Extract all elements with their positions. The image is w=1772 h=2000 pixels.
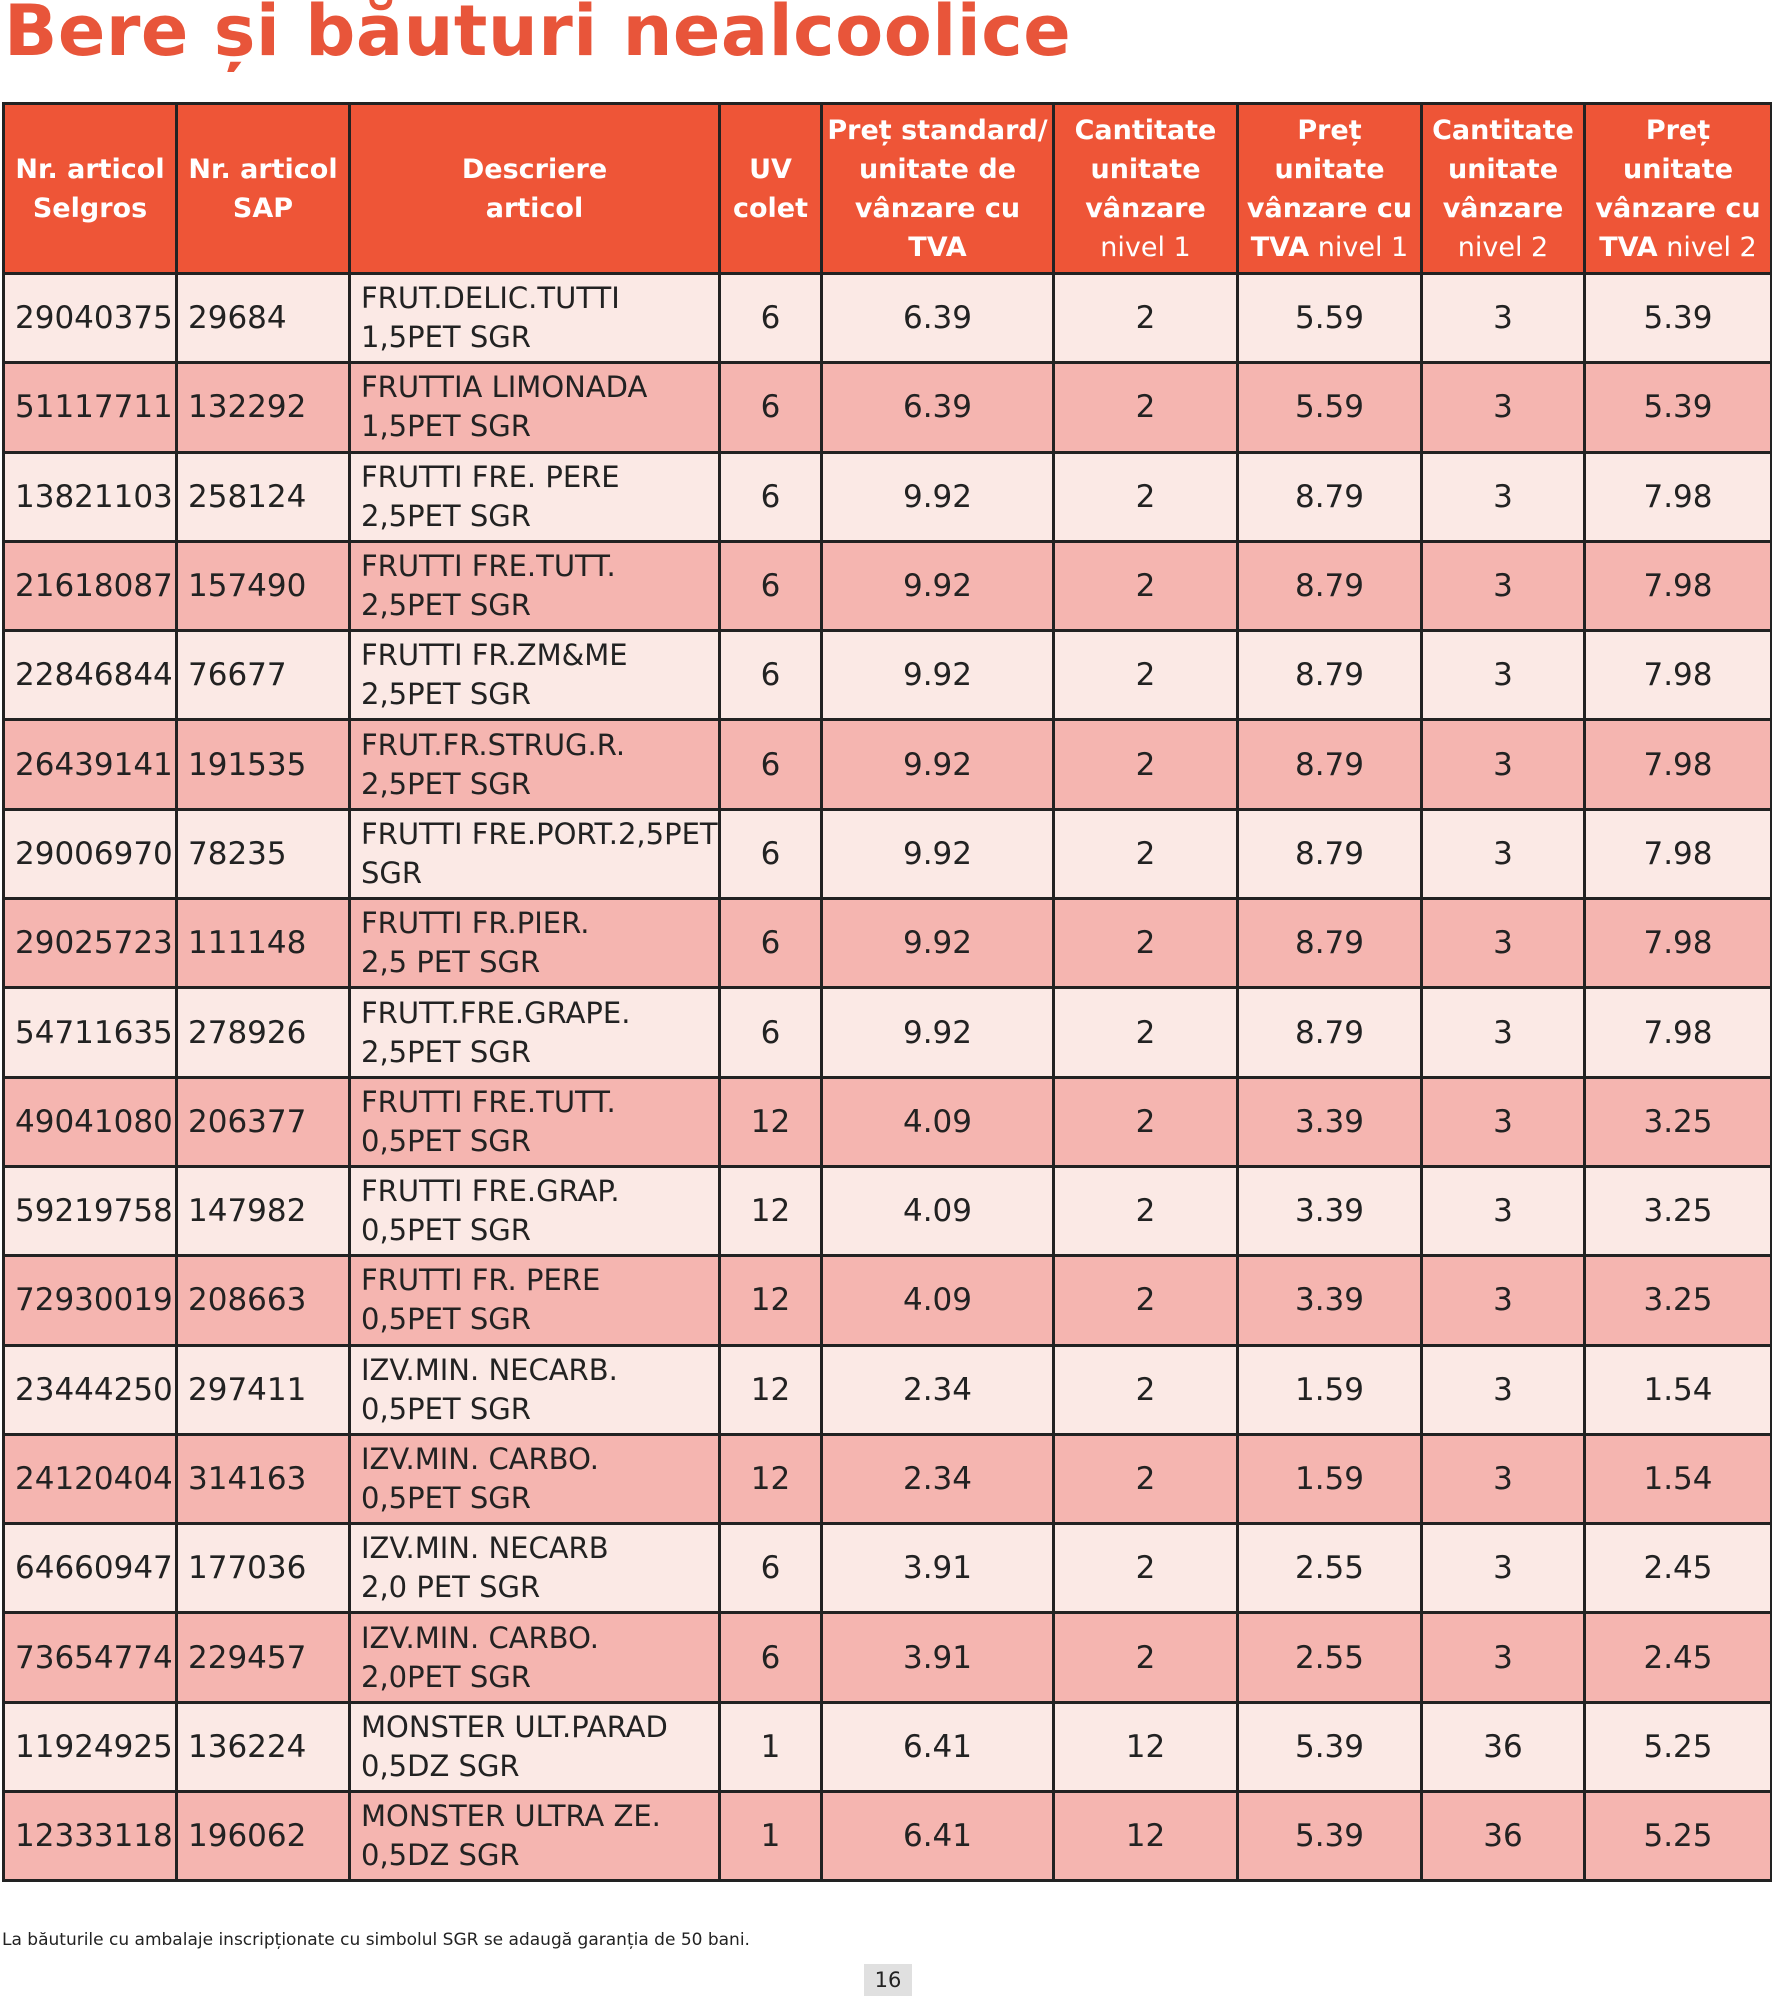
cell-nr-sap: 111148 <box>177 899 350 988</box>
cell-uv-colet: 6 <box>720 452 822 541</box>
header-label: vânzare <box>1442 192 1564 224</box>
cell-cantitate-nivel-1: 2 <box>1054 1345 1238 1434</box>
cell-nr-selgros: 29040375 <box>4 274 177 363</box>
header-label: unitate de <box>858 153 1017 185</box>
cell-pret-nivel-1: 2.55 <box>1238 1524 1422 1613</box>
cell-pret-standard: 4.09 <box>822 1166 1054 1255</box>
cell-pret-standard: 6.41 <box>822 1792 1054 1881</box>
cell-cantitate-nivel-1: 12 <box>1054 1792 1238 1881</box>
table-row <box>4 1702 1772 1791</box>
cell-uv-colet: 6 <box>720 541 822 630</box>
cell-cantitate-nivel-2: 36 <box>1422 1792 1585 1881</box>
cell-cantitate-nivel-2: 3 <box>1422 899 1585 988</box>
cell-pret-standard: 3.91 <box>822 1613 1054 1702</box>
hdr-descriere-articol <box>350 104 720 274</box>
cell-uv-colet: 6 <box>720 988 822 1077</box>
cell-uv-colet: 12 <box>720 1256 822 1345</box>
cell-uv-colet: 6 <box>720 1613 822 1702</box>
header-level-label: nivel 1 <box>1100 231 1191 263</box>
cell-cantitate-nivel-1: 2 <box>1054 452 1238 541</box>
cell-descriere: IZV.MIN. CARBO. 0,5PET SGR <box>350 1434 720 1523</box>
cell-nr-sap: 297411 <box>177 1345 350 1434</box>
cell-pret-nivel-1: 8.79 <box>1238 452 1422 541</box>
cell-cantitate-nivel-2: 3 <box>1422 988 1585 1077</box>
table-row <box>4 899 1772 988</box>
cell-pret-nivel-2: 7.98 <box>1585 899 1772 988</box>
cell-pret-nivel-2: 3.25 <box>1585 1077 1772 1166</box>
table-row <box>4 809 1772 898</box>
cell-uv-colet: 6 <box>720 363 822 452</box>
header-label: Nr. articol <box>188 153 338 185</box>
cell-nr-selgros: 49041080 <box>4 1077 177 1166</box>
cell-nr-sap: 157490 <box>177 541 350 630</box>
cell-descriere: IZV.MIN. CARBO. 2,0PET SGR <box>350 1613 720 1702</box>
cell-uv-colet: 1 <box>720 1792 822 1881</box>
cell-pret-standard: 9.92 <box>822 899 1054 988</box>
cell-cantitate-nivel-1: 2 <box>1054 1524 1238 1613</box>
cell-pret-nivel-2: 3.25 <box>1585 1166 1772 1255</box>
table-row <box>4 631 1772 720</box>
cell-pret-standard: 9.92 <box>822 541 1054 630</box>
cell-descriere: FRUT.FR.STRUG.R. 2,5PET SGR <box>350 720 720 809</box>
cell-descriere: FRUTTI FRE. PERE 2,5PET SGR <box>350 452 720 541</box>
header-label: Preț <box>1297 114 1362 146</box>
header-level-label: nivel 2 <box>1657 231 1757 263</box>
cell-pret-nivel-2: 7.98 <box>1585 988 1772 1077</box>
cell-descriere: FRUTTI FR. PERE 0,5PET SGR <box>350 1256 720 1345</box>
cell-nr-sap: 229457 <box>177 1613 350 1702</box>
hdr-pret-nivel-2 <box>1585 104 1772 274</box>
cell-nr-selgros: 64660947 <box>4 1524 177 1613</box>
cell-nr-selgros: 29006970 <box>4 809 177 898</box>
cell-descriere: MONSTER ULT.PARAD 0,5DZ SGR <box>350 1702 720 1791</box>
cell-pret-nivel-1: 8.79 <box>1238 988 1422 1077</box>
cell-cantitate-nivel-1: 2 <box>1054 988 1238 1077</box>
cell-pret-standard: 2.34 <box>822 1345 1054 1434</box>
header-label: TVA <box>908 231 967 263</box>
cell-uv-colet: 6 <box>720 631 822 720</box>
header-label: articol <box>485 192 584 224</box>
hdr-cantitate-nivel-2 <box>1422 104 1585 274</box>
cell-nr-selgros: 29025723 <box>4 899 177 988</box>
cell-pret-standard: 9.92 <box>822 631 1054 720</box>
cell-pret-standard: 4.09 <box>822 1256 1054 1345</box>
cell-cantitate-nivel-2: 36 <box>1422 1702 1585 1791</box>
table-body <box>4 274 1772 1881</box>
cell-pret-nivel-1: 5.59 <box>1238 363 1422 452</box>
cell-nr-selgros: 21618087 <box>4 541 177 630</box>
cell-pret-standard: 6.41 <box>822 1702 1054 1791</box>
hdr-pret-nivel-1 <box>1238 104 1422 274</box>
cell-nr-selgros: 13821103 <box>4 452 177 541</box>
cell-nr-selgros: 54711635 <box>4 988 177 1077</box>
cell-pret-nivel-1: 8.79 <box>1238 720 1422 809</box>
cell-descriere: FRUTTI FRE.PORT.2,5PET SGR <box>350 809 720 898</box>
cell-nr-selgros: 59219758 <box>4 1166 177 1255</box>
cell-pret-nivel-1: 5.39 <box>1238 1792 1422 1881</box>
cell-nr-sap: 177036 <box>177 1524 350 1613</box>
cell-nr-selgros: 12333118 <box>4 1792 177 1881</box>
cell-pret-nivel-1: 3.39 <box>1238 1256 1422 1345</box>
cell-pret-nivel-2: 7.98 <box>1585 809 1772 898</box>
cell-descriere: FRUT.DELIC.TUTTI 1,5PET SGR <box>350 274 720 363</box>
header-label: UV <box>749 153 792 185</box>
cell-cantitate-nivel-1: 2 <box>1054 363 1238 452</box>
table-row <box>4 1792 1772 1881</box>
cell-uv-colet: 6 <box>720 720 822 809</box>
cell-cantitate-nivel-1: 2 <box>1054 899 1238 988</box>
cell-nr-sap: 132292 <box>177 363 350 452</box>
cell-uv-colet: 6 <box>720 809 822 898</box>
table-row <box>4 541 1772 630</box>
header-label: Nr. articol <box>15 153 165 185</box>
header-label: Descriere <box>461 153 608 185</box>
table-row <box>4 1077 1772 1166</box>
cell-nr-sap: 76677 <box>177 631 350 720</box>
cell-pret-nivel-1: 5.39 <box>1238 1702 1422 1791</box>
cell-nr-sap: 258124 <box>177 452 350 541</box>
cell-cantitate-nivel-1: 2 <box>1054 1256 1238 1345</box>
cell-pret-nivel-1: 8.79 <box>1238 809 1422 898</box>
header-level-label: nivel 2 <box>1457 231 1549 263</box>
cell-pret-nivel-2: 3.25 <box>1585 1256 1772 1345</box>
cell-cantitate-nivel-2: 3 <box>1422 631 1585 720</box>
cell-cantitate-nivel-2: 3 <box>1422 363 1585 452</box>
cell-pret-standard: 9.92 <box>822 720 1054 809</box>
hdr-nr-articol-selgros <box>4 104 177 274</box>
cell-cantitate-nivel-2: 3 <box>1422 1256 1585 1345</box>
cell-pret-nivel-2: 5.25 <box>1585 1792 1772 1881</box>
cell-nr-selgros: 26439141 <box>4 720 177 809</box>
hdr-nr-articol-sap <box>177 104 350 274</box>
cell-uv-colet: 12 <box>720 1077 822 1166</box>
cell-pret-standard: 9.92 <box>822 452 1054 541</box>
header-label: vânzare cu <box>854 192 1021 224</box>
header-label: Cantitate <box>1432 114 1574 146</box>
cell-pret-standard: 6.39 <box>822 363 1054 452</box>
header-label: unitate <box>1090 153 1201 185</box>
cell-pret-nivel-1: 8.79 <box>1238 631 1422 720</box>
cell-cantitate-nivel-1: 2 <box>1054 809 1238 898</box>
hdr-pret-standard <box>822 104 1054 274</box>
cell-descriere: IZV.MIN. NECARB 2,0 PET SGR <box>350 1524 720 1613</box>
cell-pret-standard: 9.92 <box>822 988 1054 1077</box>
hdr-cantitate-nivel-1 <box>1054 104 1238 274</box>
cell-pret-nivel-1: 8.79 <box>1238 541 1422 630</box>
cell-pret-nivel-2: 7.98 <box>1585 452 1772 541</box>
cell-pret-nivel-1: 1.59 <box>1238 1345 1422 1434</box>
cell-nr-sap: 196062 <box>177 1792 350 1881</box>
table-row <box>4 1256 1772 1345</box>
table-row <box>4 720 1772 809</box>
cell-pret-standard: 3.91 <box>822 1524 1054 1613</box>
header-label: unitate <box>1622 153 1734 185</box>
cell-nr-sap: 191535 <box>177 720 350 809</box>
cell-pret-nivel-1: 3.39 <box>1238 1166 1422 1255</box>
header-label: vânzare cu <box>1595 192 1761 224</box>
cell-pret-nivel-1: 3.39 <box>1238 1077 1422 1166</box>
header-label: vânzare <box>1085 192 1206 224</box>
cell-descriere: MONSTER ULTRA ZE. 0,5DZ SGR <box>350 1792 720 1881</box>
header-label: TVA <box>1599 231 1658 263</box>
cell-pret-standard: 4.09 <box>822 1077 1054 1166</box>
cell-descriere: FRUTTIA LIMONADA 1,5PET SGR <box>350 363 720 452</box>
table-row <box>4 1345 1772 1434</box>
price-table <box>2 102 1772 1882</box>
header-label: Preț <box>1645 114 1711 146</box>
page-number: 16 <box>864 1964 912 1996</box>
cell-pret-nivel-1: 5.59 <box>1238 274 1422 363</box>
cell-nr-sap: 136224 <box>177 1702 350 1791</box>
header-level-label: nivel 1 <box>1309 231 1409 263</box>
table-row <box>4 988 1772 1077</box>
header-label: vânzare cu <box>1246 192 1413 224</box>
cell-pret-nivel-1: 2.55 <box>1238 1613 1422 1702</box>
cell-uv-colet: 1 <box>720 1702 822 1791</box>
cell-pret-nivel-2: 7.98 <box>1585 720 1772 809</box>
cell-pret-nivel-2: 2.45 <box>1585 1524 1772 1613</box>
cell-pret-nivel-2: 5.39 <box>1585 274 1772 363</box>
cell-nr-sap: 29684 <box>177 274 350 363</box>
cell-descriere: FRUTTI FRE.TUTT. 2,5PET SGR <box>350 541 720 630</box>
header-label: TVA <box>1250 231 1310 263</box>
cell-cantitate-nivel-1: 2 <box>1054 541 1238 630</box>
cell-uv-colet: 12 <box>720 1166 822 1255</box>
cell-descriere: FRUTTI FR.ZM&ME 2,5PET SGR <box>350 631 720 720</box>
header-label: unitate <box>1447 153 1559 185</box>
cell-nr-selgros: 51117711 <box>4 363 177 452</box>
cell-pret-standard: 9.92 <box>822 809 1054 898</box>
cell-cantitate-nivel-1: 2 <box>1054 631 1238 720</box>
table-row <box>4 452 1772 541</box>
cell-cantitate-nivel-2: 3 <box>1422 1077 1585 1166</box>
cell-cantitate-nivel-2: 3 <box>1422 452 1585 541</box>
cell-cantitate-nivel-1: 2 <box>1054 720 1238 809</box>
cell-pret-nivel-1: 8.79 <box>1238 899 1422 988</box>
cell-pret-standard: 2.34 <box>822 1434 1054 1523</box>
table-row <box>4 1613 1772 1702</box>
cell-cantitate-nivel-1: 2 <box>1054 1613 1238 1702</box>
cell-nr-selgros: 73654774 <box>4 1613 177 1702</box>
cell-nr-selgros: 24120404 <box>4 1434 177 1523</box>
cell-nr-sap: 78235 <box>177 809 350 898</box>
cell-nr-selgros: 22846844 <box>4 631 177 720</box>
cell-uv-colet: 6 <box>720 899 822 988</box>
cell-cantitate-nivel-1: 2 <box>1054 1434 1238 1523</box>
cell-pret-nivel-2: 1.54 <box>1585 1345 1772 1434</box>
cell-nr-sap: 206377 <box>177 1077 350 1166</box>
cell-cantitate-nivel-2: 3 <box>1422 1166 1585 1255</box>
cell-cantitate-nivel-2: 3 <box>1422 541 1585 630</box>
cell-nr-selgros: 23444250 <box>4 1345 177 1434</box>
cell-pret-nivel-2: 5.25 <box>1585 1702 1772 1791</box>
page-title: Bere și băuturi nealcoolice <box>4 0 1072 72</box>
header-label: Selgros <box>32 192 148 224</box>
cell-cantitate-nivel-2: 3 <box>1422 1434 1585 1523</box>
cell-descriere: FRUTTI FRE.GRAP. 0,5PET SGR <box>350 1166 720 1255</box>
table-row <box>4 1524 1772 1613</box>
header-label: Cantitate <box>1074 114 1217 146</box>
cell-pret-nivel-2: 1.54 <box>1585 1434 1772 1523</box>
table-row <box>4 363 1772 452</box>
cell-cantitate-nivel-2: 3 <box>1422 720 1585 809</box>
cell-pret-nivel-2: 7.98 <box>1585 631 1772 720</box>
cell-nr-sap: 314163 <box>177 1434 350 1523</box>
cell-cantitate-nivel-2: 3 <box>1422 1524 1585 1613</box>
cell-nr-sap: 208663 <box>177 1256 350 1345</box>
cell-uv-colet: 6 <box>720 274 822 363</box>
table-row <box>4 1434 1772 1523</box>
cell-uv-colet: 12 <box>720 1345 822 1434</box>
table-row <box>4 1166 1772 1255</box>
cell-pret-nivel-2: 2.45 <box>1585 1613 1772 1702</box>
footnote: La băuturile cu ambalaje inscripționate cu simbolul SGR se adaugă garanția de 50 bani. <box>2 1930 750 1950</box>
cell-cantitate-nivel-1: 2 <box>1054 1077 1238 1166</box>
table-row <box>4 274 1772 363</box>
cell-descriere: FRUTTI FR.PIER. 2,5 PET SGR <box>350 899 720 988</box>
cell-nr-sap: 147982 <box>177 1166 350 1255</box>
header-label: SAP <box>232 192 294 224</box>
header-label: Preț standard/ <box>827 114 1048 146</box>
cell-pret-standard: 6.39 <box>822 274 1054 363</box>
cell-nr-selgros: 72930019 <box>4 1256 177 1345</box>
hdr-uv-colet <box>720 104 822 274</box>
cell-descriere: FRUTT.FRE.GRAPE. 2,5PET SGR <box>350 988 720 1077</box>
cell-cantitate-nivel-1: 2 <box>1054 274 1238 363</box>
cell-nr-sap: 278926 <box>177 988 350 1077</box>
cell-nr-selgros: 11924925 <box>4 1702 177 1791</box>
cell-uv-colet: 6 <box>720 1524 822 1613</box>
cell-descriere: IZV.MIN. NECARB. 0,5PET SGR <box>350 1345 720 1434</box>
cell-cantitate-nivel-2: 3 <box>1422 1345 1585 1434</box>
header-label: unitate <box>1274 153 1385 185</box>
cell-cantitate-nivel-2: 3 <box>1422 274 1585 363</box>
cell-cantitate-nivel-2: 3 <box>1422 809 1585 898</box>
cell-pret-nivel-2: 5.39 <box>1585 363 1772 452</box>
table-header-row <box>4 104 1772 274</box>
cell-uv-colet: 12 <box>720 1434 822 1523</box>
cell-pret-nivel-2: 7.98 <box>1585 541 1772 630</box>
header-label: colet <box>732 192 809 224</box>
cell-cantitate-nivel-1: 2 <box>1054 1166 1238 1255</box>
cell-cantitate-nivel-1: 12 <box>1054 1702 1238 1791</box>
cell-descriere: FRUTTI FRE.TUTT. 0,5PET SGR <box>350 1077 720 1166</box>
cell-cantitate-nivel-2: 3 <box>1422 1613 1585 1702</box>
cell-pret-nivel-1: 1.59 <box>1238 1434 1422 1523</box>
